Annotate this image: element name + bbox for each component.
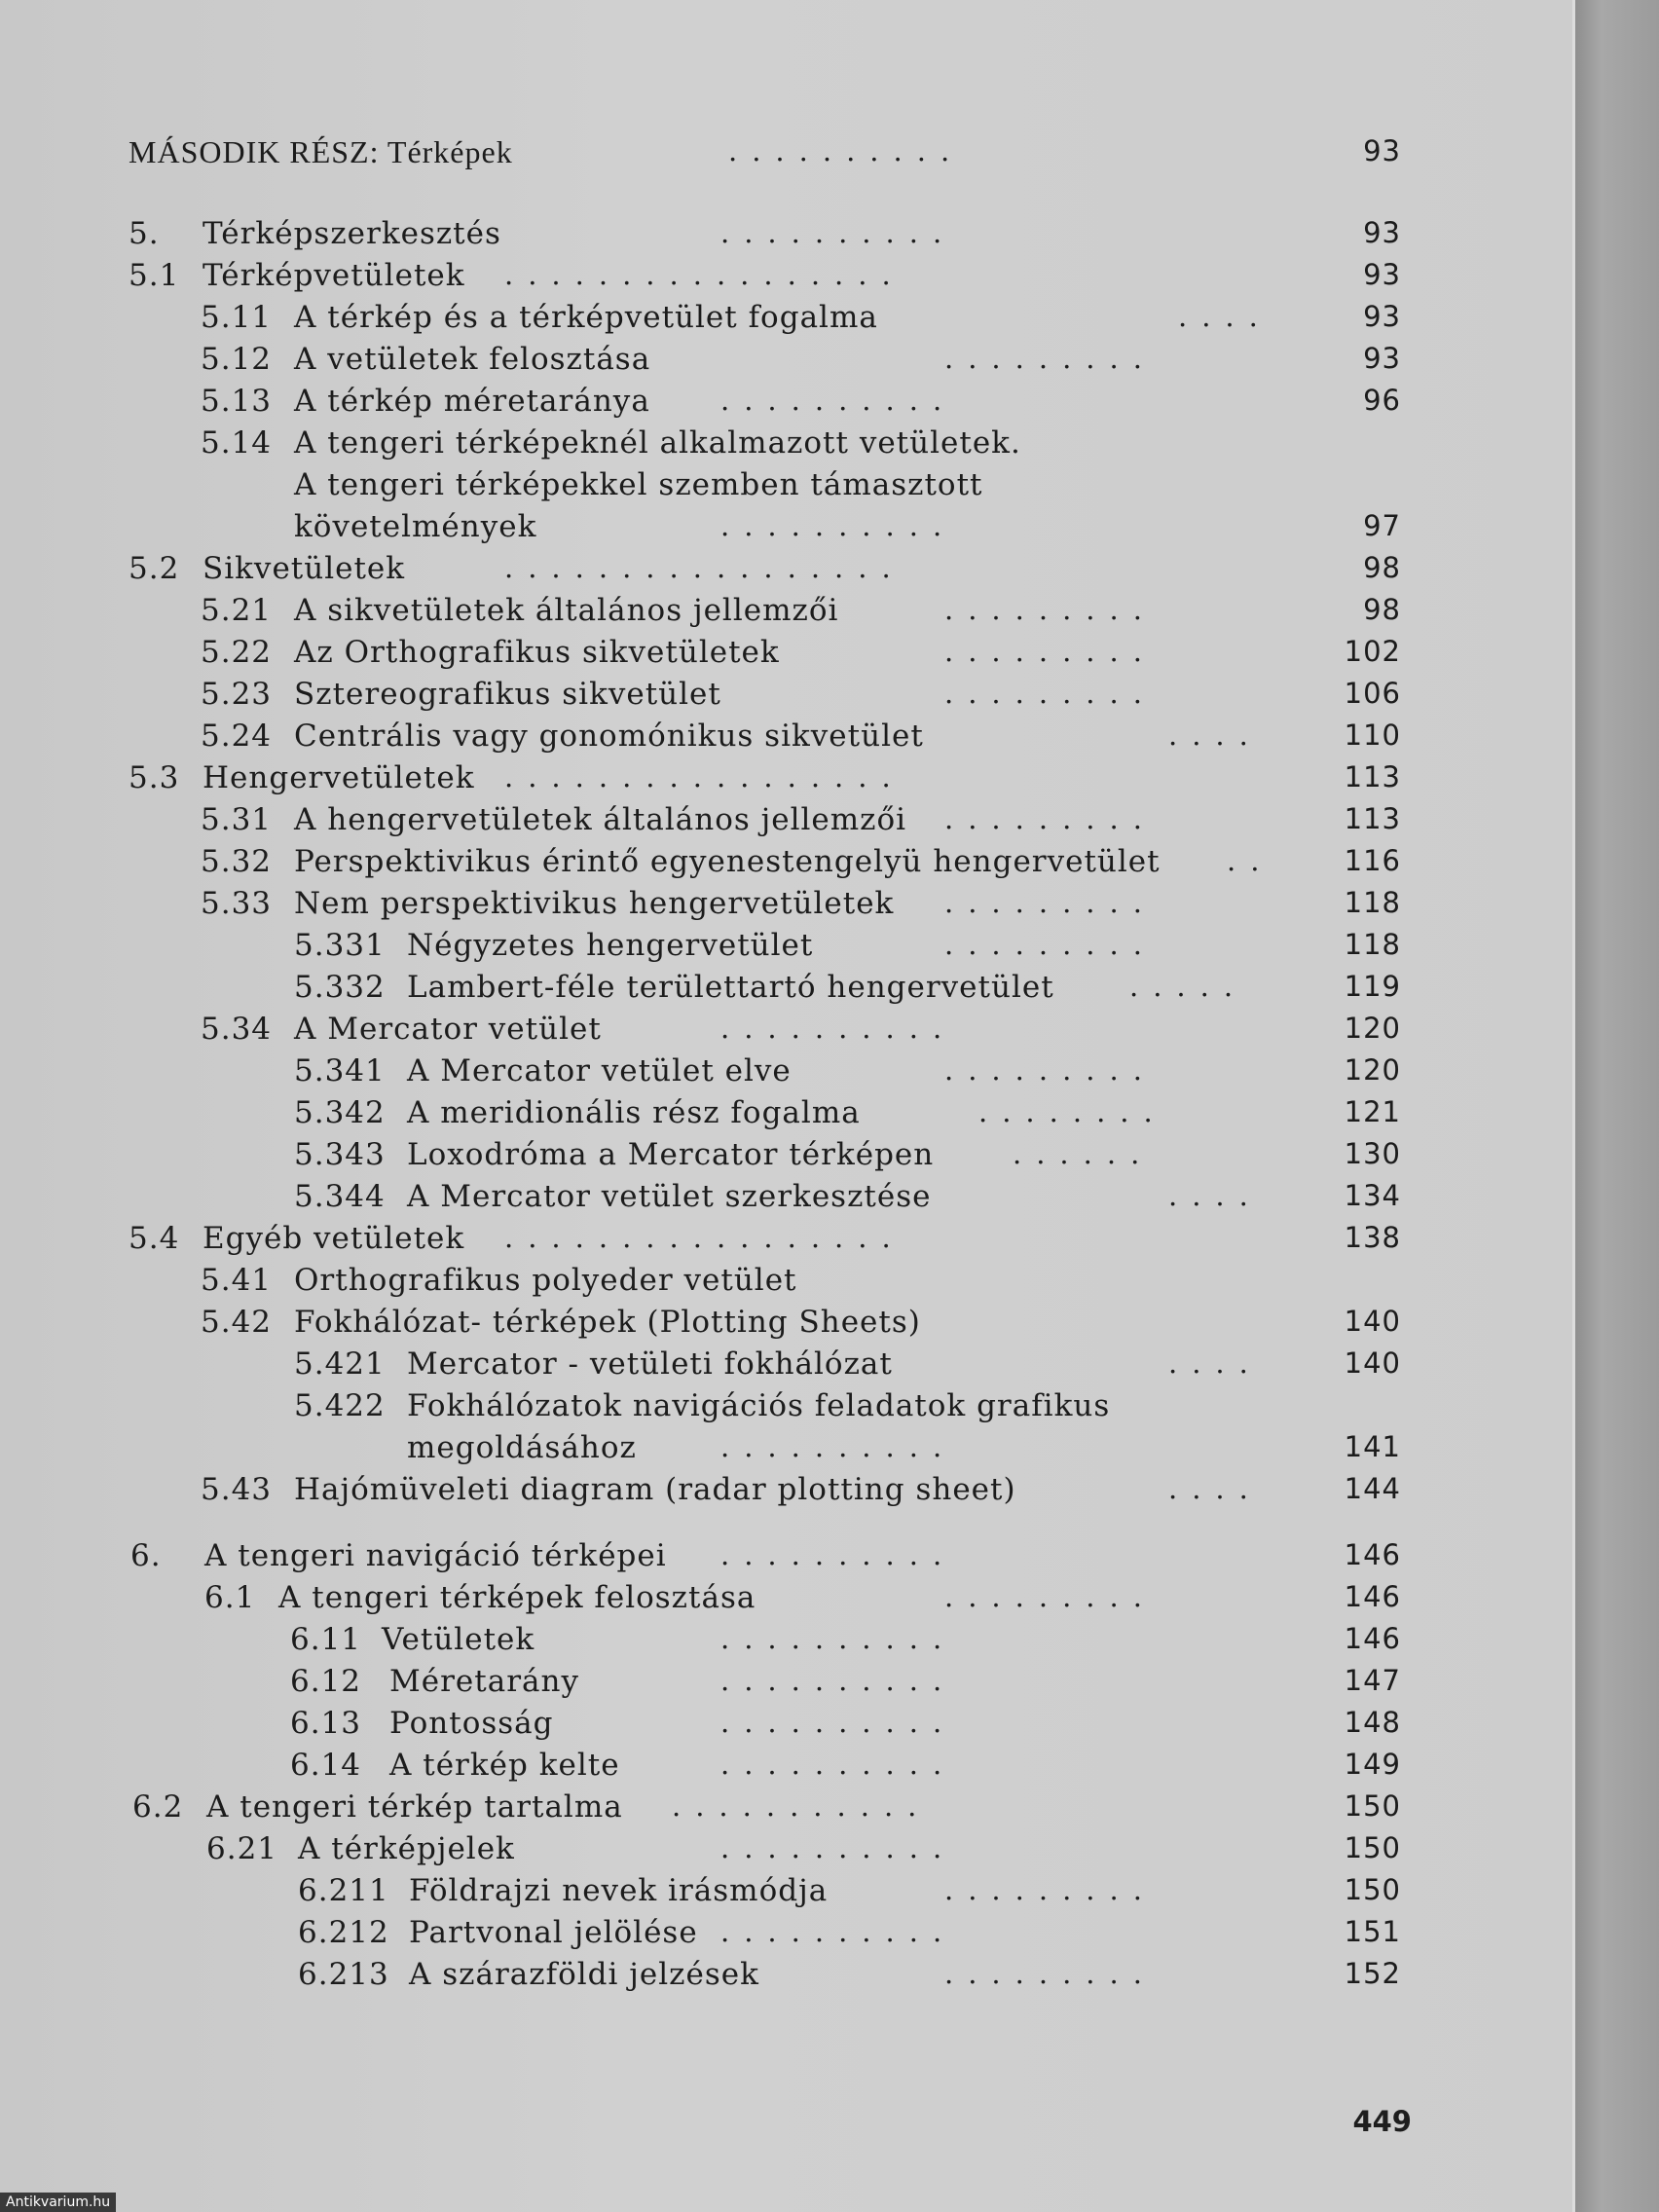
leader-dots: ..........	[720, 1706, 957, 1739]
leader-dots: ..........	[720, 1430, 957, 1463]
entry-page: 120	[1344, 1053, 1401, 1087]
toc-entry	[0, 1346, 1572, 1389]
entry-page: 148	[1344, 1706, 1401, 1739]
entry-title: Perspektivikus érintő egyenestengelyü hengervetület	[294, 844, 1161, 879]
entry-title: A tengeri térképeknél alkalmazott vetületek.	[294, 425, 1021, 461]
entry-page: 151	[1344, 1915, 1401, 1948]
entry-title: A tengeri térkép tartalma	[206, 1789, 623, 1825]
entry-page: 93	[1363, 258, 1401, 291]
entry-title: Mercator - vetületi fokhálózat	[407, 1346, 893, 1382]
toc-entry	[0, 1580, 1572, 1623]
leader-dots: ..........	[720, 1915, 957, 1948]
entry-title: A Mercator vetület szerkesztése	[407, 1179, 932, 1214]
entry-title: Loxodróma a Mercator térképen	[407, 1137, 935, 1172]
entry-page: 102	[1344, 635, 1401, 668]
entry-title: Centrális vagy gonomónikus sikvetület	[294, 719, 924, 754]
entry-page: 134	[1344, 1179, 1401, 1212]
leader-dots: .................	[504, 551, 905, 584]
toc-entry	[0, 258, 1572, 301]
toc-entry	[0, 719, 1572, 761]
part-title: MÁSODIK RÉSZ: Térképek	[129, 134, 513, 169]
entry-number: 5.42	[201, 1305, 273, 1340]
entry-number: 6.2	[132, 1789, 184, 1825]
entry-title: Hajómüveleti diagram (radar plotting sheet)	[294, 1472, 1016, 1507]
entry-title: Térképvetületek	[203, 258, 465, 293]
leader-dots: ..........	[720, 216, 957, 249]
toc-entry	[0, 1221, 1572, 1264]
entry-number: 5.33	[201, 886, 273, 921]
entry-number: 5.3	[129, 760, 180, 795]
toc-entry	[0, 1831, 1572, 1874]
entry-page: 113	[1344, 760, 1401, 793]
entry-title: A Mercator vetület	[294, 1012, 602, 1047]
entry-title: A térkép és a térképvetület fogalma	[294, 300, 878, 335]
toc-entry	[0, 1472, 1572, 1515]
entry-page: 113	[1344, 802, 1401, 835]
entry-page: 147	[1344, 1664, 1401, 1697]
entry-number: 5.22	[201, 635, 273, 670]
toc-entry-continuation	[0, 509, 1572, 552]
toc-entry	[0, 760, 1572, 803]
toc-entry	[0, 551, 1572, 594]
entry-number: 5.14	[201, 425, 273, 461]
leader-dots: ....	[1168, 719, 1263, 752]
leader-dots: ......	[1013, 1137, 1155, 1170]
entry-page: 93	[1363, 216, 1401, 249]
entry-title: A sikvetületek általános jellemzői	[294, 593, 839, 628]
toc-entry	[0, 844, 1572, 887]
entry-page: 146	[1344, 1538, 1401, 1571]
leader-dots: .........	[944, 1053, 1157, 1087]
leader-dots: ........	[978, 1095, 1167, 1128]
toc-entry	[0, 970, 1572, 1013]
entry-title: A térkép kelte	[389, 1748, 620, 1783]
entry-number: 5.421	[294, 1346, 386, 1382]
toc-entry	[0, 1622, 1572, 1665]
entry-title: Orthografikus polyeder vetület	[294, 1263, 797, 1298]
entry-page: 149	[1344, 1748, 1401, 1781]
entry-number: 6.14	[290, 1748, 362, 1783]
leader-dots: .........	[944, 1873, 1157, 1906]
toc-entry	[0, 593, 1572, 636]
entry-number: 5.	[129, 216, 160, 251]
leader-dots: .........	[944, 635, 1157, 668]
leader-dots: .........	[944, 1580, 1157, 1613]
entry-number: 6.213	[298, 1957, 389, 1992]
leader-dots: ..........	[720, 509, 957, 542]
leader-dots: ..........	[720, 1622, 957, 1655]
entry-title: Fokhálózat- térképek (Plotting Sheets)	[294, 1305, 921, 1340]
entry-title: Pontosság	[389, 1706, 554, 1741]
entry-number: 5.13	[201, 384, 273, 419]
entry-number: 5.34	[201, 1012, 273, 1047]
toc-entry	[0, 1706, 1572, 1749]
toc-entry	[0, 300, 1572, 343]
entry-page: 98	[1363, 593, 1401, 626]
entry-number: 5.23	[201, 677, 273, 712]
toc-entry	[0, 1538, 1572, 1581]
entry-title: megoldásához	[407, 1430, 637, 1465]
leader-dots: .........	[944, 677, 1157, 710]
entry-title: Lambert-féle területtartó hengervetület	[407, 970, 1054, 1005]
entry-page: 120	[1344, 1012, 1401, 1045]
entry-page: 97	[1363, 509, 1401, 542]
toc-entry-continuation	[0, 1430, 1572, 1473]
entry-number: 5.2	[129, 551, 180, 586]
leader-dots: ..........	[720, 1664, 957, 1697]
entry-number: 6.1	[204, 1580, 256, 1615]
leader-dots: ....	[1168, 1472, 1263, 1505]
leader-dots: .....	[1129, 970, 1248, 1003]
leader-dots: .........	[944, 1957, 1157, 1990]
leader-dots: ..........	[720, 1538, 957, 1571]
toc-entry	[0, 1388, 1572, 1431]
toc-entry	[0, 384, 1572, 426]
entry-title: A hengervetületek általános jellemzői	[294, 802, 907, 837]
leader-dots: .................	[504, 760, 905, 793]
entry-page: 140	[1344, 1305, 1401, 1338]
entry-page: 130	[1344, 1137, 1401, 1170]
entry-title: Sztereografikus sikvetület	[294, 677, 721, 712]
leader-dots: ..........	[720, 1748, 957, 1781]
entry-number: 6.11	[290, 1622, 362, 1657]
leader-dots: ..	[1227, 844, 1274, 877]
leader-dots: ....	[1168, 1346, 1263, 1380]
entry-number: 5.344	[294, 1179, 386, 1214]
toc-entry	[0, 1748, 1572, 1790]
entry-page: 106	[1344, 677, 1401, 710]
entry-number: 5.31	[201, 802, 273, 837]
toc-entry	[0, 1664, 1572, 1707]
leader-dots: ..........	[720, 384, 957, 417]
entry-number: 6.211	[298, 1873, 389, 1908]
entry-number: 5.32	[201, 844, 273, 879]
entry-title: Vetületek	[382, 1622, 535, 1657]
entry-title: A vetületek felosztása	[294, 342, 651, 377]
entry-title: Partvonal jelölése	[409, 1915, 698, 1950]
toc-entry	[0, 677, 1572, 719]
entry-page: 110	[1344, 719, 1401, 752]
toc-entry	[0, 1915, 1572, 1958]
entry-page: 118	[1344, 928, 1401, 961]
leader-dots: ....	[1178, 300, 1272, 333]
entry-title: követelmények	[294, 509, 537, 544]
part-page-number: 93	[1363, 134, 1401, 167]
leader-dots: .................	[504, 258, 905, 291]
entry-number: 5.21	[201, 593, 273, 628]
toc-entry	[0, 342, 1572, 385]
part-heading	[0, 134, 1572, 177]
leader-dots: .................	[504, 1221, 905, 1254]
toc-entry	[0, 1957, 1572, 2000]
entry-number: 6.	[130, 1538, 162, 1573]
entry-number: 5.343	[294, 1137, 386, 1172]
entry-number: 5.1	[129, 258, 180, 293]
entry-number: 5.12	[201, 342, 273, 377]
entry-page: 116	[1344, 844, 1401, 877]
entry-title: A térképjelek	[298, 1831, 515, 1866]
entry-number: 5.422	[294, 1388, 386, 1423]
entry-number: 6.13	[290, 1706, 362, 1741]
toc-entry	[0, 1095, 1572, 1138]
entry-number: 6.21	[206, 1831, 278, 1866]
entry-page: 144	[1344, 1472, 1401, 1505]
leader-dots: .........	[944, 928, 1157, 961]
leader-dots: .........	[944, 593, 1157, 626]
toc-entry	[0, 1789, 1572, 1832]
toc-entry	[0, 635, 1572, 678]
leader-dots: .........	[944, 342, 1157, 375]
entry-page: 118	[1344, 886, 1401, 919]
toc-entry	[0, 802, 1572, 845]
entry-title: A Mercator vetület elve	[407, 1053, 792, 1088]
toc-entry	[0, 1263, 1572, 1306]
entry-page: 150	[1344, 1831, 1401, 1864]
entry-page: 150	[1344, 1789, 1401, 1823]
entry-number: 5.4	[129, 1221, 180, 1256]
entry-page: 121	[1344, 1095, 1401, 1128]
toc-entry	[0, 216, 1572, 259]
page-number: 449	[1352, 2105, 1412, 2138]
entry-title: A meridionális rész fogalma	[407, 1095, 861, 1130]
entry-title: Földrajzi nevek irásmódja	[409, 1873, 829, 1908]
entry-title: Sikvetületek	[203, 551, 406, 586]
entry-title: Négyzetes hengervetület	[407, 928, 814, 963]
toc-entry	[0, 1053, 1572, 1096]
toc-entry	[0, 425, 1572, 468]
leader-dots: ....	[1168, 1179, 1263, 1212]
entry-number: 5.331	[294, 928, 386, 963]
leader-dots: .........	[944, 886, 1157, 919]
entry-number: 6.12	[290, 1664, 362, 1699]
leader-dots: .........	[944, 802, 1157, 835]
leader-dots: ...........	[672, 1789, 932, 1823]
entry-page: 119	[1344, 970, 1401, 1003]
entry-title: A szárazföldi jelzések	[409, 1957, 759, 1992]
entry-title: Hengervetületek	[203, 760, 475, 795]
watermark: Antikvarium.hu	[0, 2193, 116, 2212]
entry-page: 140	[1344, 1346, 1401, 1380]
entry-number: 5.341	[294, 1053, 386, 1088]
entry-page: 150	[1344, 1873, 1401, 1906]
leader-dots: ..........	[720, 1012, 957, 1045]
toc-entry	[0, 1012, 1572, 1054]
toc-entry	[0, 1305, 1572, 1347]
entry-number: 5.41	[201, 1263, 273, 1298]
toc-entry-continuation	[0, 467, 1572, 510]
entry-page: 141	[1344, 1430, 1401, 1463]
entry-number: 5.332	[294, 970, 386, 1005]
entry-title: A tengeri térképek felosztása	[278, 1580, 756, 1615]
entry-page: 146	[1344, 1622, 1401, 1655]
entry-page: 93	[1363, 300, 1401, 333]
entry-page: 98	[1363, 551, 1401, 584]
entry-page: 96	[1363, 384, 1401, 417]
toc-entry	[0, 928, 1572, 971]
entry-number: 6.212	[298, 1915, 389, 1950]
entry-title: Az Orthografikus sikvetületek	[294, 635, 780, 670]
entry-title: A térkép méretaránya	[294, 384, 650, 419]
toc-entry	[0, 1873, 1572, 1916]
entry-title: Egyéb vetületek	[203, 1221, 465, 1256]
entry-title: Méretarány	[389, 1664, 579, 1699]
toc-entry	[0, 1137, 1572, 1180]
entry-title: Fokhálózatok navigációs feladatok grafikus	[407, 1388, 1111, 1423]
toc-entry	[0, 1179, 1572, 1222]
leader-dots: ..........	[720, 1831, 957, 1864]
entry-number: 5.43	[201, 1472, 273, 1507]
leader-dots: ..........	[728, 134, 965, 167]
entry-number: 5.11	[201, 300, 273, 335]
entry-title: A tengeri navigáció térképei	[204, 1538, 667, 1573]
entry-title: Nem perspektivikus hengervetületek	[294, 886, 895, 921]
entry-title: A tengeri térképekkel szemben támasztott	[294, 467, 983, 502]
entry-page: 146	[1344, 1580, 1401, 1613]
entry-title: Térképszerkesztés	[203, 216, 501, 251]
entry-page: 93	[1363, 342, 1401, 375]
entry-page: 138	[1344, 1221, 1401, 1254]
entry-number: 5.24	[201, 719, 273, 754]
entry-number: 5.342	[294, 1095, 386, 1130]
book-spine	[1572, 0, 1659, 2212]
toc-entry	[0, 886, 1572, 929]
entry-page: 152	[1344, 1957, 1401, 1990]
